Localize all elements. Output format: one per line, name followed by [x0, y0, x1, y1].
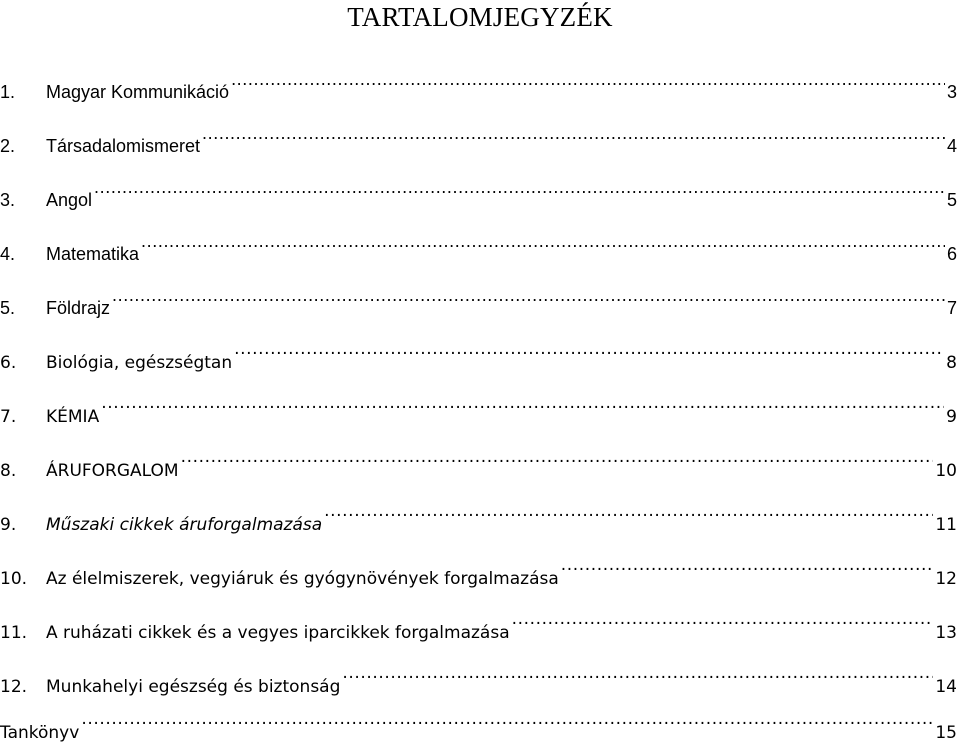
toc-entry[interactable] — [0, 708, 960, 743]
toc-entry-number: 3. — [0, 190, 16, 210]
toc-entry-number: 11. — [0, 623, 28, 643]
toc-entry-label: A ruházati cikkek és a vegyes iparcikkek forgalmazása — [46, 623, 510, 643]
toc-entry[interactable] — [0, 284, 960, 318]
dot-leader — [101, 392, 944, 422]
toc-entry-label: Társadalomismeret — [46, 136, 201, 156]
dot-leader — [181, 446, 934, 476]
toc-entry[interactable] — [0, 446, 960, 481]
toc-entry-page: 13 — [935, 623, 957, 643]
toc-entry-page: 4 — [946, 136, 957, 156]
toc-entry-number: 5. — [0, 298, 16, 318]
toc-entry-label: Az élelmiszerek, vegyiáruk és gyógynövények forgalmazása — [46, 569, 559, 589]
toc-entry-page: 14 — [935, 677, 957, 697]
toc-entry-label: Földrajz — [46, 298, 111, 318]
dot-leader — [112, 284, 945, 314]
toc-entry-page: 5 — [946, 190, 957, 210]
toc-entry[interactable] — [0, 122, 960, 156]
toc-entry-page: 12 — [935, 569, 957, 589]
toc-entry-number: 1. — [0, 82, 16, 102]
dot-leader — [81, 708, 933, 738]
dot-leader — [561, 554, 934, 584]
toc-entry-number: 9. — [0, 515, 17, 535]
toc-entry-page: 10 — [935, 461, 957, 481]
toc-entry[interactable] — [0, 392, 960, 427]
toc-entry[interactable] — [0, 338, 960, 373]
toc-entry-label: KÉMIA — [46, 407, 100, 427]
toc-entry[interactable] — [0, 500, 960, 535]
toc-entry-label: Munkahelyi egészség és biztonság — [46, 677, 341, 697]
toc-entry-label: Matematika — [46, 244, 140, 264]
dot-leader — [202, 122, 945, 152]
dot-leader — [94, 176, 945, 206]
dot-leader — [234, 338, 944, 368]
toc-entry[interactable] — [0, 662, 960, 697]
toc-entry-page: 11 — [935, 515, 957, 535]
toc-entry[interactable] — [0, 230, 960, 264]
dot-leader — [512, 608, 934, 638]
toc-entry-number: 12. — [0, 677, 28, 697]
toc-entry-label: Tankönyv — [0, 723, 80, 743]
toc-entry-page: 6 — [946, 244, 957, 264]
toc-entry[interactable] — [0, 68, 960, 102]
dot-leader — [141, 230, 945, 260]
toc-entry-page: 15 — [935, 723, 957, 743]
toc-entry-number: 8. — [0, 461, 17, 481]
toc-entry-label: Angol — [46, 190, 93, 210]
dot-leader — [324, 500, 933, 530]
toc-entry-page: 7 — [946, 298, 957, 318]
toc-entry-number: 4. — [0, 244, 16, 264]
toc-entry-number: 6. — [0, 353, 17, 373]
toc-entry-label: Biológia, egészségtan — [46, 353, 233, 373]
toc-entry-label: ÁRUFORGALOM — [46, 461, 179, 481]
dot-leader — [231, 68, 945, 98]
toc-entry-label: Műszaki cikkek áruforgalmazása — [46, 515, 323, 535]
toc-entry[interactable] — [0, 176, 960, 210]
toc-entry[interactable] — [0, 608, 960, 643]
toc-entry-number: 10. — [0, 569, 28, 589]
toc-entry[interactable] — [0, 554, 960, 589]
toc-entry-label: Magyar Kommunikáció — [46, 82, 230, 102]
page-title: TARTALOMJEGYZÉK — [347, 2, 613, 32]
toc-entry-page: 9 — [946, 407, 957, 427]
dot-leader — [342, 662, 933, 692]
toc-entry-page: 8 — [946, 353, 957, 373]
toc-entry-page: 3 — [946, 82, 957, 102]
toc-entry-number: 7. — [0, 407, 17, 427]
toc-entry-number: 2. — [0, 136, 16, 156]
